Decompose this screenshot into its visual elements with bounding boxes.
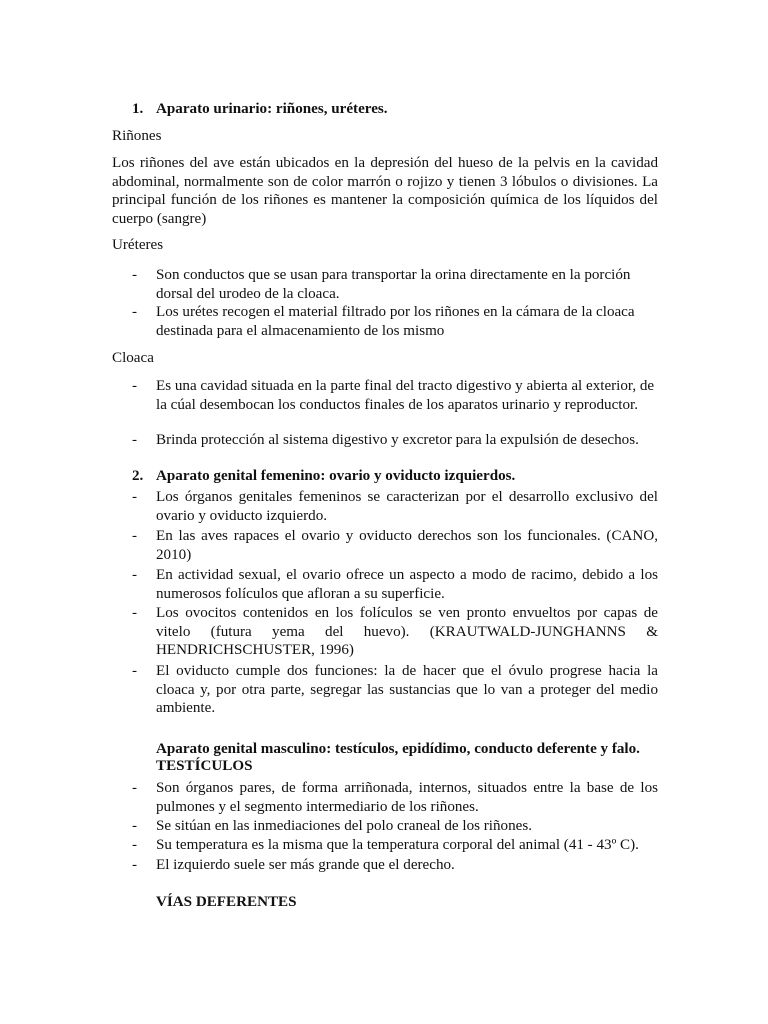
bullet-marker: - bbox=[132, 857, 138, 873]
testiculos-label: TESTÍCULOS bbox=[156, 758, 253, 774]
bullet-marker: - bbox=[132, 567, 138, 583]
bullet-marker: - bbox=[132, 267, 138, 283]
masculino-bullet-1: Son órganos pares, de forma arriñonada, internos, situados entre la base de los pulmones y el segmento intermediario de los riñones. bbox=[156, 780, 658, 815]
section-3-heading: Aparato genital masculino: testículos, epidídimo, conducto deferente y falo. bbox=[156, 741, 640, 757]
bullet-marker: - bbox=[132, 378, 138, 394]
section-1-number: 1. bbox=[132, 101, 144, 117]
femenino-bullet-1: Los órganos genitales femeninos se caracterizan por el desarrollo exclusivo del ovario y oviducto izquierdo. bbox=[156, 489, 658, 524]
bullet-marker: - bbox=[132, 837, 138, 853]
ureteres-bullet-2: Los urétes recogen el material filtrado por los riñones en la cámara de la cloaca destinada para el almacenamiento de los mismo bbox=[156, 304, 635, 339]
cloaca-bullet-2: Brinda protección al sistema digestivo y excretor para la expulsión de desechos. bbox=[156, 432, 639, 448]
masculino-bullet-4: El izquierdo suele ser más grande que el derecho. bbox=[156, 857, 455, 873]
masculino-bullet-3: Su temperatura es la misma que la temperatura corporal del animal (41 - 43º C). bbox=[156, 837, 639, 853]
bullet-marker: - bbox=[132, 304, 138, 320]
vias-deferentes-label: VÍAS DEFERENTES bbox=[156, 894, 297, 910]
femenino-bullet-4: Los ovocitos contenidos en los folículos se ven pronto envueltos por capas de vitelo (futura yema del huevo). (KRAUTWALD-JUNGHANNS & HENDRICHSCHUSTER, 1996) bbox=[156, 605, 658, 659]
ureteres-label: Uréteres bbox=[112, 237, 164, 253]
bullet-marker: - bbox=[132, 432, 138, 448]
section-2-heading: Aparato genital femenino: ovario y oviducto izquierdos. bbox=[156, 468, 516, 484]
bullet-marker: - bbox=[132, 780, 138, 796]
femenino-bullet-3: En actividad sexual, el ovario ofrece un aspecto a modo de racimo, debido a los numerosos folículos que afloran a su superficie. bbox=[156, 567, 658, 602]
bullet-marker: - bbox=[132, 489, 138, 505]
rinones-label: Riñones bbox=[112, 128, 162, 144]
section-2-number: 2. bbox=[132, 468, 144, 484]
bullet-marker: - bbox=[132, 818, 138, 834]
bullet-marker: - bbox=[132, 663, 138, 679]
section-1-heading: Aparato urinario: riñones, uréteres. bbox=[156, 101, 388, 117]
cloaca-label: Cloaca bbox=[112, 350, 154, 366]
bullet-marker: - bbox=[132, 605, 138, 621]
ureteres-bullet-1: Son conductos que se usan para transportar la orina directamente en la porción dorsal del urodeo de la cloaca. bbox=[156, 267, 631, 302]
cloaca-bullet-1: Es una cavidad situada en la parte final del tracto digestivo y abierta al exterior, de la cúal desembocan los conductos finales de los aparatos urinario y reproductor. bbox=[156, 378, 655, 413]
femenino-bullet-2: En las aves rapaces el ovario y oviducto derechos son los funcionales. (CANO, 2010) bbox=[156, 528, 658, 563]
femenino-bullet-5: El oviducto cumple dos funciones: la de hacer que el óvulo progrese hacia la cloaca y, por otra parte, segregar las sustancias que lo van a proteger del medio ambiente. bbox=[156, 663, 658, 717]
rinones-paragraph: Los riñones del ave están ubicados en la depresión del hueso de la pelvis en la cavidad abdominal, normalmente son de color marrón o rojizo y tienen 3 lóbulos o divisiones. La principal función de los riñones es mantener la composición química de los líquidos del cuerpo (sangre) bbox=[112, 155, 658, 227]
masculino-bullet-2: Se sitúan en las inmediaciones del polo craneal de los riñones. bbox=[156, 818, 532, 834]
bullet-marker: - bbox=[132, 528, 138, 544]
